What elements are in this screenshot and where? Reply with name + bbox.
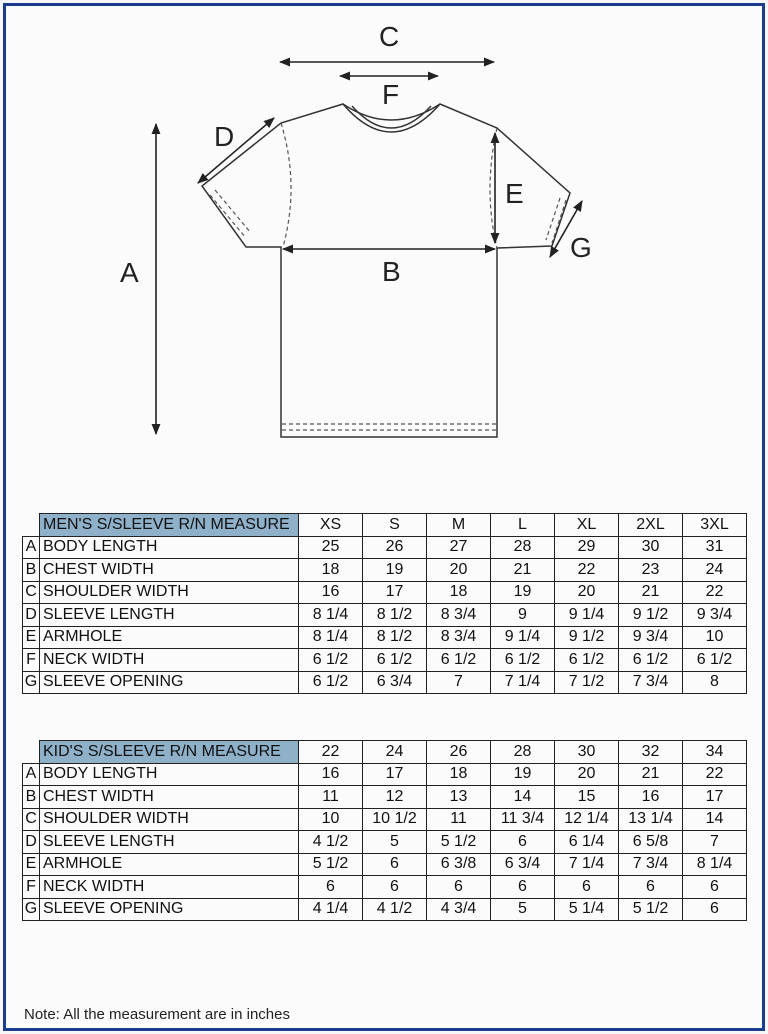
measure-value: 10 <box>683 626 747 649</box>
label-f: F <box>382 79 400 110</box>
measure-value: 6 1/2 <box>427 649 491 672</box>
measure-value: 9 <box>491 604 555 627</box>
measure-value: 7 1/4 <box>555 853 619 876</box>
measure-value: 21 <box>619 581 683 604</box>
row-letter: F <box>23 876 40 899</box>
measure-value: 5 1/4 <box>555 898 619 921</box>
table-row <box>23 626 747 649</box>
measure-value: 13 <box>427 786 491 809</box>
measure-value: 8 3/4 <box>427 626 491 649</box>
measure-value: 6 <box>683 876 747 899</box>
measure-value: 6 1/2 <box>363 649 427 672</box>
measure-value: 19 <box>363 559 427 582</box>
row-letter: B <box>23 559 40 582</box>
measure-value: 6 3/8 <box>427 853 491 876</box>
measure-value: 6 <box>619 876 683 899</box>
measure-value: 19 <box>491 763 555 786</box>
measure-value: 16 <box>299 763 363 786</box>
measure-value: 17 <box>363 581 427 604</box>
row-letter: C <box>23 581 40 604</box>
measure-value: 6 <box>427 876 491 899</box>
measure-value: 8 1/2 <box>363 604 427 627</box>
table-row <box>23 786 747 809</box>
measure-value: 6 3/4 <box>363 671 427 694</box>
measure-value: 20 <box>555 763 619 786</box>
measure-value: 18 <box>299 559 363 582</box>
row-measure-name: SLEEVE LENGTH <box>40 604 299 627</box>
measure-value: 7 <box>427 671 491 694</box>
table-row <box>23 808 747 831</box>
measure-value: 7 1/2 <box>555 671 619 694</box>
measure-value: 6 1/2 <box>619 649 683 672</box>
row-letter: E <box>23 626 40 649</box>
measure-value: 5 1/2 <box>427 831 491 854</box>
measure-value: 17 <box>363 763 427 786</box>
measure-value: 6 5/8 <box>619 831 683 854</box>
header-row <box>23 741 747 764</box>
row-measure-name: NECK WIDTH <box>40 649 299 672</box>
measure-value: 29 <box>555 536 619 559</box>
table-row <box>23 581 747 604</box>
label-c: C <box>379 21 400 52</box>
header-row <box>23 514 747 537</box>
row-letter: F <box>23 649 40 672</box>
measure-value: 25 <box>299 536 363 559</box>
row-letter: G <box>23 898 40 921</box>
label-g: G <box>570 232 592 263</box>
size-header: L <box>491 514 555 537</box>
row-letter: A <box>23 763 40 786</box>
measure-value: 19 <box>491 581 555 604</box>
measure-value: 5 <box>491 898 555 921</box>
measure-value: 6 1/2 <box>299 671 363 694</box>
measure-value: 6 <box>683 898 747 921</box>
measure-value: 9 3/4 <box>683 604 747 627</box>
measure-value: 9 1/2 <box>555 626 619 649</box>
measure-value: 24 <box>683 559 747 582</box>
measure-value: 13 1/4 <box>619 808 683 831</box>
dimension-labels <box>120 21 592 288</box>
measure-value: 9 1/4 <box>555 604 619 627</box>
measure-value: 10 <box>299 808 363 831</box>
size-header: S <box>363 514 427 537</box>
measure-value: 4 1/2 <box>363 898 427 921</box>
measure-value: 9 1/4 <box>491 626 555 649</box>
measure-value: 20 <box>555 581 619 604</box>
measure-value: 14 <box>683 808 747 831</box>
table-row <box>23 671 747 694</box>
row-measure-name: BODY LENGTH <box>40 763 299 786</box>
table-row <box>23 604 747 627</box>
measure-value: 4 1/4 <box>299 898 363 921</box>
table-row <box>23 853 747 876</box>
row-measure-name: SLEEVE LENGTH <box>40 831 299 854</box>
measure-value: 6 <box>555 876 619 899</box>
measure-value: 7 3/4 <box>619 853 683 876</box>
measure-value: 8 3/4 <box>427 604 491 627</box>
table-row <box>23 898 747 921</box>
measure-value: 6 1/2 <box>555 649 619 672</box>
label-b: B <box>382 256 401 287</box>
arrow-d <box>198 118 274 183</box>
measure-value: 17 <box>683 786 747 809</box>
label-d: D <box>214 121 235 152</box>
measure-value: 28 <box>491 536 555 559</box>
measure-value: 6 1/2 <box>683 649 747 672</box>
measure-value: 11 <box>299 786 363 809</box>
measure-value: 16 <box>299 581 363 604</box>
measure-value: 6 <box>363 876 427 899</box>
measure-value: 5 <box>363 831 427 854</box>
size-header: 24 <box>363 741 427 764</box>
measure-value: 18 <box>427 763 491 786</box>
measure-value: 6 1/4 <box>555 831 619 854</box>
row-letter: E <box>23 853 40 876</box>
measure-value: 27 <box>427 536 491 559</box>
measure-value: 7 3/4 <box>619 671 683 694</box>
measure-value: 6 <box>299 876 363 899</box>
size-header: M <box>427 514 491 537</box>
row-measure-name: NECK WIDTH <box>40 876 299 899</box>
measure-value: 8 1/4 <box>683 853 747 876</box>
measure-value: 12 1/4 <box>555 808 619 831</box>
measure-value: 26 <box>363 536 427 559</box>
measure-value: 11 3/4 <box>491 808 555 831</box>
kids-size-table <box>22 740 747 921</box>
size-header: XL <box>555 514 619 537</box>
row-measure-name: ARMHOLE <box>40 853 299 876</box>
size-header: 28 <box>491 741 555 764</box>
table-row <box>23 536 747 559</box>
measure-value: 9 1/2 <box>619 604 683 627</box>
measure-value: 18 <box>427 581 491 604</box>
measure-value: 6 <box>491 876 555 899</box>
row-letter: D <box>23 831 40 854</box>
row-measure-name: BODY LENGTH <box>40 536 299 559</box>
mens-size-table <box>22 513 747 694</box>
measure-value: 12 <box>363 786 427 809</box>
row-measure-name: CHEST WIDTH <box>40 559 299 582</box>
label-a: A <box>120 257 139 288</box>
measure-value: 16 <box>619 786 683 809</box>
measure-value: 8 <box>683 671 747 694</box>
size-header: 2XL <box>619 514 683 537</box>
size-header: XS <box>299 514 363 537</box>
row-letter: G <box>23 671 40 694</box>
table-row <box>23 763 747 786</box>
tshirt-diagram <box>0 0 768 470</box>
measure-value: 22 <box>683 581 747 604</box>
size-header: 3XL <box>683 514 747 537</box>
measure-value: 6 <box>363 853 427 876</box>
measure-value: 30 <box>619 536 683 559</box>
measure-value: 22 <box>683 763 747 786</box>
row-measure-name: SLEEVE OPENING <box>40 898 299 921</box>
row-measure-name: SHOULDER WIDTH <box>40 808 299 831</box>
measure-value: 6 1/2 <box>299 649 363 672</box>
row-measure-name: ARMHOLE <box>40 626 299 649</box>
size-header: 30 <box>555 741 619 764</box>
table-row <box>23 876 747 899</box>
table-row <box>23 649 747 672</box>
size-header: 22 <box>299 741 363 764</box>
size-header: 32 <box>619 741 683 764</box>
blank-cell <box>23 741 40 764</box>
measure-value: 6 3/4 <box>491 853 555 876</box>
measure-value: 20 <box>427 559 491 582</box>
measure-value: 4 3/4 <box>427 898 491 921</box>
measure-value: 9 3/4 <box>619 626 683 649</box>
table-row <box>23 831 747 854</box>
table-row <box>23 559 747 582</box>
row-letter: B <box>23 786 40 809</box>
measure-value: 7 <box>683 831 747 854</box>
measure-value: 8 1/4 <box>299 626 363 649</box>
measure-value: 21 <box>619 763 683 786</box>
measure-value: 5 1/2 <box>619 898 683 921</box>
measure-value: 21 <box>491 559 555 582</box>
measure-value: 14 <box>491 786 555 809</box>
row-letter: C <box>23 808 40 831</box>
table-title: MEN'S S/SLEEVE R/N MEASURE <box>40 514 299 537</box>
label-e: E <box>505 178 524 209</box>
blank-cell <box>23 514 40 537</box>
measure-value: 8 1/2 <box>363 626 427 649</box>
measure-value: 15 <box>555 786 619 809</box>
row-measure-name: SLEEVE OPENING <box>40 671 299 694</box>
measure-value: 31 <box>683 536 747 559</box>
measure-value: 8 1/4 <box>299 604 363 627</box>
row-measure-name: CHEST WIDTH <box>40 786 299 809</box>
measure-value: 11 <box>427 808 491 831</box>
size-header: 34 <box>683 741 747 764</box>
measurement-note: Note: All the measurement are in inches <box>24 1006 290 1023</box>
row-letter: A <box>23 536 40 559</box>
table-title: KID'S S/SLEEVE R/N MEASURE <box>40 741 299 764</box>
row-measure-name: SHOULDER WIDTH <box>40 581 299 604</box>
measure-value: 4 1/2 <box>299 831 363 854</box>
dimension-arrows <box>156 62 582 434</box>
measure-value: 6 <box>491 831 555 854</box>
measure-value: 6 1/2 <box>491 649 555 672</box>
measure-value: 5 1/2 <box>299 853 363 876</box>
size-header: 26 <box>427 741 491 764</box>
measure-value: 7 1/4 <box>491 671 555 694</box>
measure-value: 10 1/2 <box>363 808 427 831</box>
measure-value: 23 <box>619 559 683 582</box>
measure-value: 22 <box>555 559 619 582</box>
row-letter: D <box>23 604 40 627</box>
